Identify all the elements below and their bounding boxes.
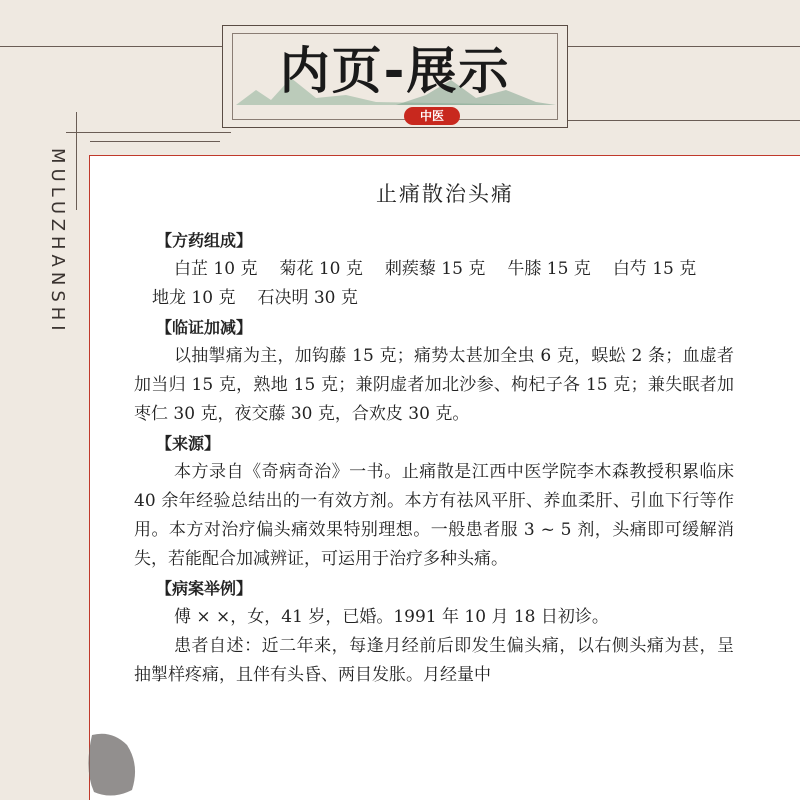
section-heading: 【临证加减】	[156, 318, 253, 337]
document-page	[89, 155, 800, 800]
rock-decoration-icon	[82, 730, 142, 800]
section-heading: 【来源】	[156, 434, 221, 453]
herb-item: 石决明 30 克	[257, 288, 358, 308]
herb-item: 白芷 10 克	[174, 259, 258, 279]
document-title: 止痛散治头痛	[376, 182, 514, 206]
herb-item: 菊花 10 克	[279, 259, 363, 279]
herb-item: 地龙 10 克	[152, 288, 236, 308]
herbs-line-2	[134, 284, 734, 313]
frame-line-top-right	[568, 46, 800, 47]
paragraph: 傅 × ×，女，41 岁，已婚。1991 年 10 月 18 日初诊。	[174, 607, 609, 627]
frame-line-right	[568, 120, 800, 121]
paragraph: 以抽掣痛为主，加钩藤 15 克；痛势太甚加全虫 6 克，蜈蚣 2 条；血虚者加当归 15 克，熟地 15 克；兼阴虚者加北沙参、枸杞子各 15 克；兼失眠者加枣仁 30 克，夜交藤 30 克，合欢皮 30 克。	[134, 346, 734, 424]
herbs-line-1	[134, 255, 734, 284]
category-badge: 中医	[404, 107, 460, 125]
frame-line-horizontal-2	[90, 141, 220, 142]
herb-item: 刺蒺藜 15 克	[384, 259, 486, 279]
paragraph: 本方录自《奇病奇治》一书。止痛散是江西中医学院李木森教授积累临床 40 余年经验总结出的一有效方剂。本方有祛风平肝、养血柔肝、引血下行等作用。本方对治疗偏头痛效果特别理想。一般患者服 3 ~ 5 剂，头痛即可缓解消失，若能配合加减辨证，可运用于治疗多种头痛。	[134, 462, 734, 569]
section-heading: 【方药组成】	[156, 231, 253, 250]
page-title: 内页-展示	[279, 42, 511, 100]
paragraph: 患者自述：近二年来，每逢月经前后即发生偏头痛，以右侧头痛为甚，呈抽掣样疼痛，且伴有头昏、两目发胀。月经量中	[134, 636, 734, 685]
frame-line-horizontal-1	[66, 132, 231, 133]
herb-item: 白芍 15 克	[612, 259, 697, 279]
vertical-caption: MULUZHANSHI	[47, 148, 68, 336]
frame-line-top-left	[0, 46, 222, 47]
herb-item: 牛膝 15 克	[507, 259, 591, 279]
document-body	[134, 226, 734, 690]
frame-line-vertical	[76, 112, 77, 210]
section-heading: 【病案举例】	[156, 579, 253, 598]
